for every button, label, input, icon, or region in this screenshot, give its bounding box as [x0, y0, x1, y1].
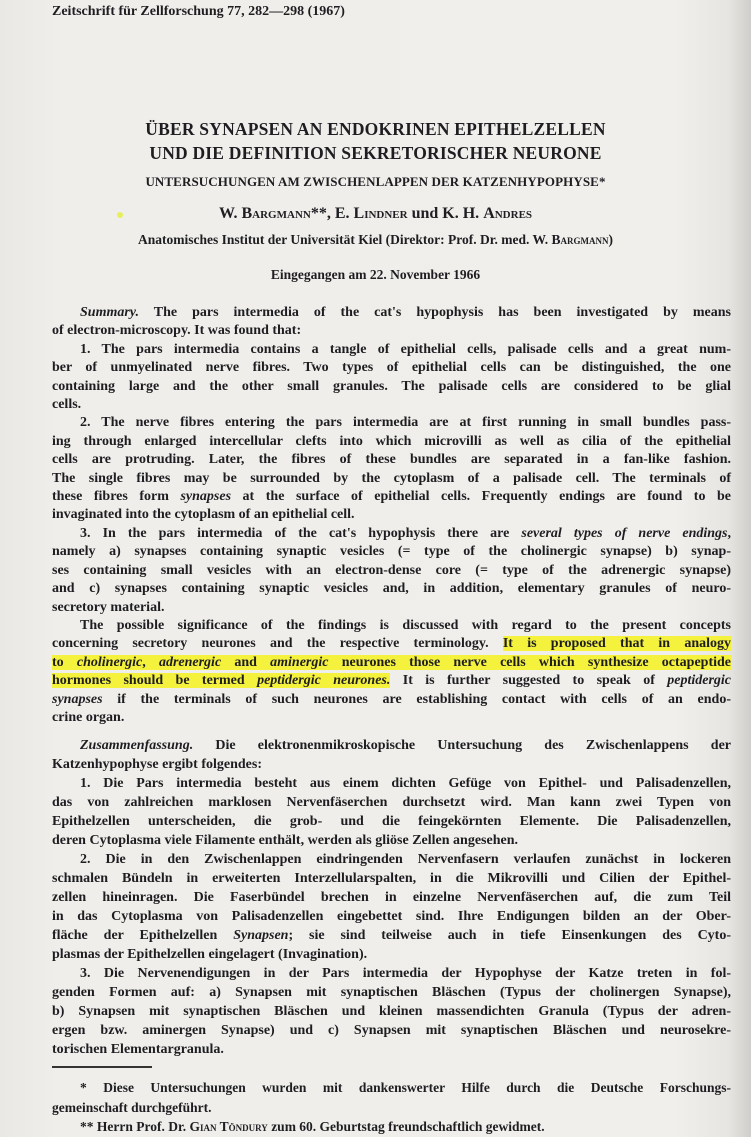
text-run: concerning secretory neurones and the respective terminology. — [52, 636, 503, 652]
paragraph — [52, 964, 731, 1059]
text-line — [52, 451, 731, 469]
journal-citation: Zeitschrift für Zellforschung 77, 282—298 (1967) — [52, 4, 345, 19]
text-line — [52, 414, 731, 432]
text-run: fläche der Epithelzellen — [52, 928, 234, 943]
text-line — [52, 1021, 731, 1040]
text-line — [52, 926, 731, 945]
zusammenfassung-section — [52, 736, 731, 1059]
text-run: , — [727, 525, 731, 541]
text-run: W. — [218, 205, 242, 222]
text-line — [52, 964, 731, 983]
text-line — [52, 543, 731, 561]
italic-text: Summary. — [80, 305, 139, 320]
text-line — [52, 359, 731, 377]
text-line — [52, 433, 731, 451]
highlighted-text: and — [221, 654, 271, 670]
highlighted-text: to — [52, 654, 77, 670]
text-run: containing large and the other small granules. The palisade cells are considered to be glial — [52, 378, 731, 394]
text-run: The single fibres may be surrounded by the cytoplasm of a palisade cell. The terminals of — [52, 470, 731, 486]
highlighted-text: peptidergic neurones. — [257, 673, 391, 689]
text-run: **, E. — [310, 205, 354, 222]
text-line — [52, 755, 731, 774]
text-run: invaginated into the cytoplasm of an epithelial cell. — [52, 507, 355, 523]
highlighted-text: cholinergic — [76, 654, 143, 670]
text-run: of electron-microscopy. It was found that: — [52, 323, 302, 339]
text-run: 2. Die in den Zwischenlappen eindringenden Nervenfasern verlaufen zunächst in lockeren — [80, 852, 731, 867]
text-run: * Diese Untersuchungen wurden mit dankenswerter Hilfe durch die Deutsche Forschungs- — [80, 1080, 731, 1095]
text-run: at the surface of epithelial cells. Frequently endings are found to be — [231, 489, 731, 505]
small-caps-text: Bargmann — [551, 232, 609, 247]
text-run: 1. The pars intermedia contains a tangle of epithelial cells, palisade cells and a great num- — [80, 341, 731, 357]
text-line — [52, 488, 731, 506]
text-run: ber of unmyelinated nerve fibres. Two types of epithelial cells can be distinguished, the one — [52, 360, 731, 376]
text-run: Anatomisches Institut der Universität Kiel (Direktor: Prof. Dr. med. W. — [138, 232, 552, 247]
paragraph — [52, 736, 731, 774]
paragraph — [52, 304, 731, 341]
paragraph — [52, 850, 731, 964]
text-line — [52, 907, 731, 926]
paragraph — [52, 1078, 731, 1117]
text-run: 1. Die Pars intermedia besteht aus einem dichten Gefüge von Epithel- und Palisadenzellen, — [80, 776, 731, 791]
paragraph — [52, 1117, 731, 1137]
text-line — [52, 672, 731, 690]
paragraph — [52, 525, 731, 617]
text-line — [52, 983, 731, 1002]
highlighted-text: hormones should be termed — [52, 673, 258, 689]
text-run: schmalen Bündeln in erweiterten Interzellularspalten, in die Mikrovilli und Cilien der Epithel- — [52, 871, 731, 886]
text-line — [52, 341, 731, 359]
text-run: genden Formen auf: a) Synapsen mit synaptischen Bläschen (Typus der cholinergen Synapse), — [52, 985, 731, 1000]
text-line — [52, 654, 731, 672]
small-caps-text: Lindner — [353, 205, 408, 222]
text-run: cells are protruding. Later, the fibres of these bundles are separated in a fan-like fashion. — [52, 452, 731, 468]
text-line — [52, 888, 731, 907]
title-line-1: ÜBER SYNAPSEN AN ENDOKRINEN EPITHELZELLEN — [145, 119, 606, 139]
text-line — [52, 635, 731, 653]
text-line — [52, 1117, 731, 1137]
highlighted-text: neurones those nerve cells which synthesize octapeptide — [328, 654, 732, 670]
text-line — [52, 691, 731, 709]
institute — [0, 232, 751, 248]
text-run: und K. H. — [407, 205, 484, 222]
text-line — [52, 617, 731, 635]
text-line — [52, 562, 731, 580]
paragraph — [52, 774, 731, 850]
text-run: b) Synapsen mit synaptischen Bläschen und kleinen massendichten Granula (Typus der adren- — [52, 1004, 731, 1019]
footnote-divider — [52, 1066, 152, 1068]
text-run: Epithelzellen unterscheiden, die grob- und die feingekörnten Elemente. Die Palisadenzellen, — [52, 814, 731, 829]
text-run: zum 60. Geburtstag freundschaftlich gewidmet. — [267, 1119, 545, 1134]
small-caps-text: Andres — [483, 205, 533, 222]
text-line — [52, 945, 731, 964]
text-line — [52, 304, 731, 322]
text-line — [52, 470, 731, 488]
text-line — [52, 322, 731, 340]
text-run: The pars intermedia of the cat's hypophysis has been investigated by means — [139, 305, 731, 320]
small-caps-text: Gian Töndury — [189, 1119, 268, 1134]
text-run: ** Herrn Prof. Dr. — [80, 1119, 190, 1134]
authors — [0, 205, 751, 223]
text-run: namely a) synapses containing synaptic vesicles (= type of the cholinergic synapse) b) synap- — [52, 544, 731, 560]
subtitle: UNTERSUCHUNGEN AM ZWISCHENLAPPEN DER KATZENHYPOPHYSE* — [145, 174, 606, 189]
text-line — [52, 525, 731, 543]
text-line — [52, 378, 731, 396]
italic-text: synapses — [180, 489, 232, 505]
text-run: ing through enlarged intercellular clefts into which microvilli as well as cilia of the epithelial — [52, 433, 731, 449]
text-run: Katzenhypophyse ergibt folgendes: — [52, 757, 262, 772]
text-run: crine organ. — [52, 709, 125, 725]
text-run: Die elektronenmikroskopische Untersuchung des Zwischenlappens der — [193, 738, 731, 753]
small-caps-text: Bargmann — [241, 205, 311, 222]
text-run: plasmas der Epithelzellen eingelagert (Invagination). — [52, 947, 368, 962]
text-line — [52, 580, 731, 598]
footnotes-section — [52, 1078, 731, 1137]
text-line — [52, 774, 731, 793]
text-line — [52, 396, 731, 414]
text-line — [52, 506, 731, 524]
highlighted-text: aminergic — [270, 654, 329, 670]
text-line — [52, 831, 731, 850]
italic-text: several types of nerve endings — [521, 525, 728, 541]
summary-section — [52, 304, 731, 727]
italic-text: synapses — [52, 691, 103, 707]
text-line — [52, 812, 731, 831]
text-run: The possible significance of the findings is discussed with regard to the present concepts — [80, 617, 731, 633]
text-line — [52, 1002, 731, 1021]
text-run: 3. Die Nervenendigungen in der Pars intermedia der Hypophyse der Katze treten in fol- — [80, 966, 731, 981]
text-line — [52, 793, 731, 812]
text-run: ses containing small vesicles with an electron-dense core (= type of the adrenergic synapse) — [52, 562, 731, 578]
text-run: das von zahlreichen marklosen Nervenfäserchen durchsetzt wird. Man kann zwei Typen von — [52, 795, 731, 810]
text-line — [52, 736, 731, 755]
highlighted-text: adrenergic — [158, 654, 222, 670]
italic-text: peptidergic — [667, 673, 731, 689]
highlighted-text: It is proposed that in analogy — [502, 636, 731, 652]
paragraph — [52, 341, 731, 415]
text-run: these fibres form — [52, 489, 181, 505]
text-run: in das Cytoplasma von Palisadenzellen eingebettet sind. Ihre Endigungen bilden an der Ober- — [52, 909, 731, 924]
italic-text: Zusammenfassung. — [80, 738, 194, 753]
text-line — [52, 709, 731, 727]
text-run: It is further suggested to speak of — [390, 673, 668, 689]
text-run: and c) synapses containing synaptic vesicles and, in addition, elementary granules of neuro- — [52, 581, 731, 597]
italic-text: Synapsen — [233, 928, 289, 943]
text-line — [52, 1040, 731, 1059]
highlighted-text: , — [142, 654, 159, 670]
text-run: deren Cytoplasma viele Filamente enthält, werden als gliöse Zellen angesehen. — [52, 833, 518, 848]
text-run: cells. — [52, 397, 82, 413]
paragraph — [52, 414, 731, 524]
text-run: 3. In the pars intermedia of the cat's hypophysis there are — [80, 525, 522, 541]
text-run: ; sie sind teilweise auch in tiefe Einsenkungen des Cyto- — [288, 928, 731, 943]
text-line — [52, 1098, 731, 1118]
text-run: ergen bzw. aminergen Synapse) und c) Synapsen mit synaptischen Bläschen und neurosekre- — [52, 1023, 731, 1038]
title-line-2: UND DIE DEFINITION SEKRETORISCHER NEURONE — [149, 143, 602, 163]
text-run: secretory material. — [52, 599, 165, 615]
text-run: gemeinschaft durchgeführt. — [52, 1099, 212, 1115]
text-line — [52, 869, 731, 888]
received-date: Eingegangen am 22. November 1966 — [270, 267, 481, 282]
text-run: if the terminals of such neurones are establishing contact with cells of an endo- — [102, 691, 731, 707]
text-line — [52, 850, 731, 869]
text-run: torischen Elementargranula. — [52, 1042, 224, 1057]
text-line — [52, 599, 731, 617]
text-run: ) — [608, 232, 613, 247]
paragraph — [52, 617, 731, 727]
text-run: 2. The nerve fibres entering the pars intermedia are at first running in small bundles pass- — [80, 415, 731, 431]
text-line — [52, 1078, 731, 1098]
text-run: zellen hineinragen. Die Faserbündel brechen in einzelne Nervenfäserchen auf, die zum Teil — [52, 890, 731, 905]
